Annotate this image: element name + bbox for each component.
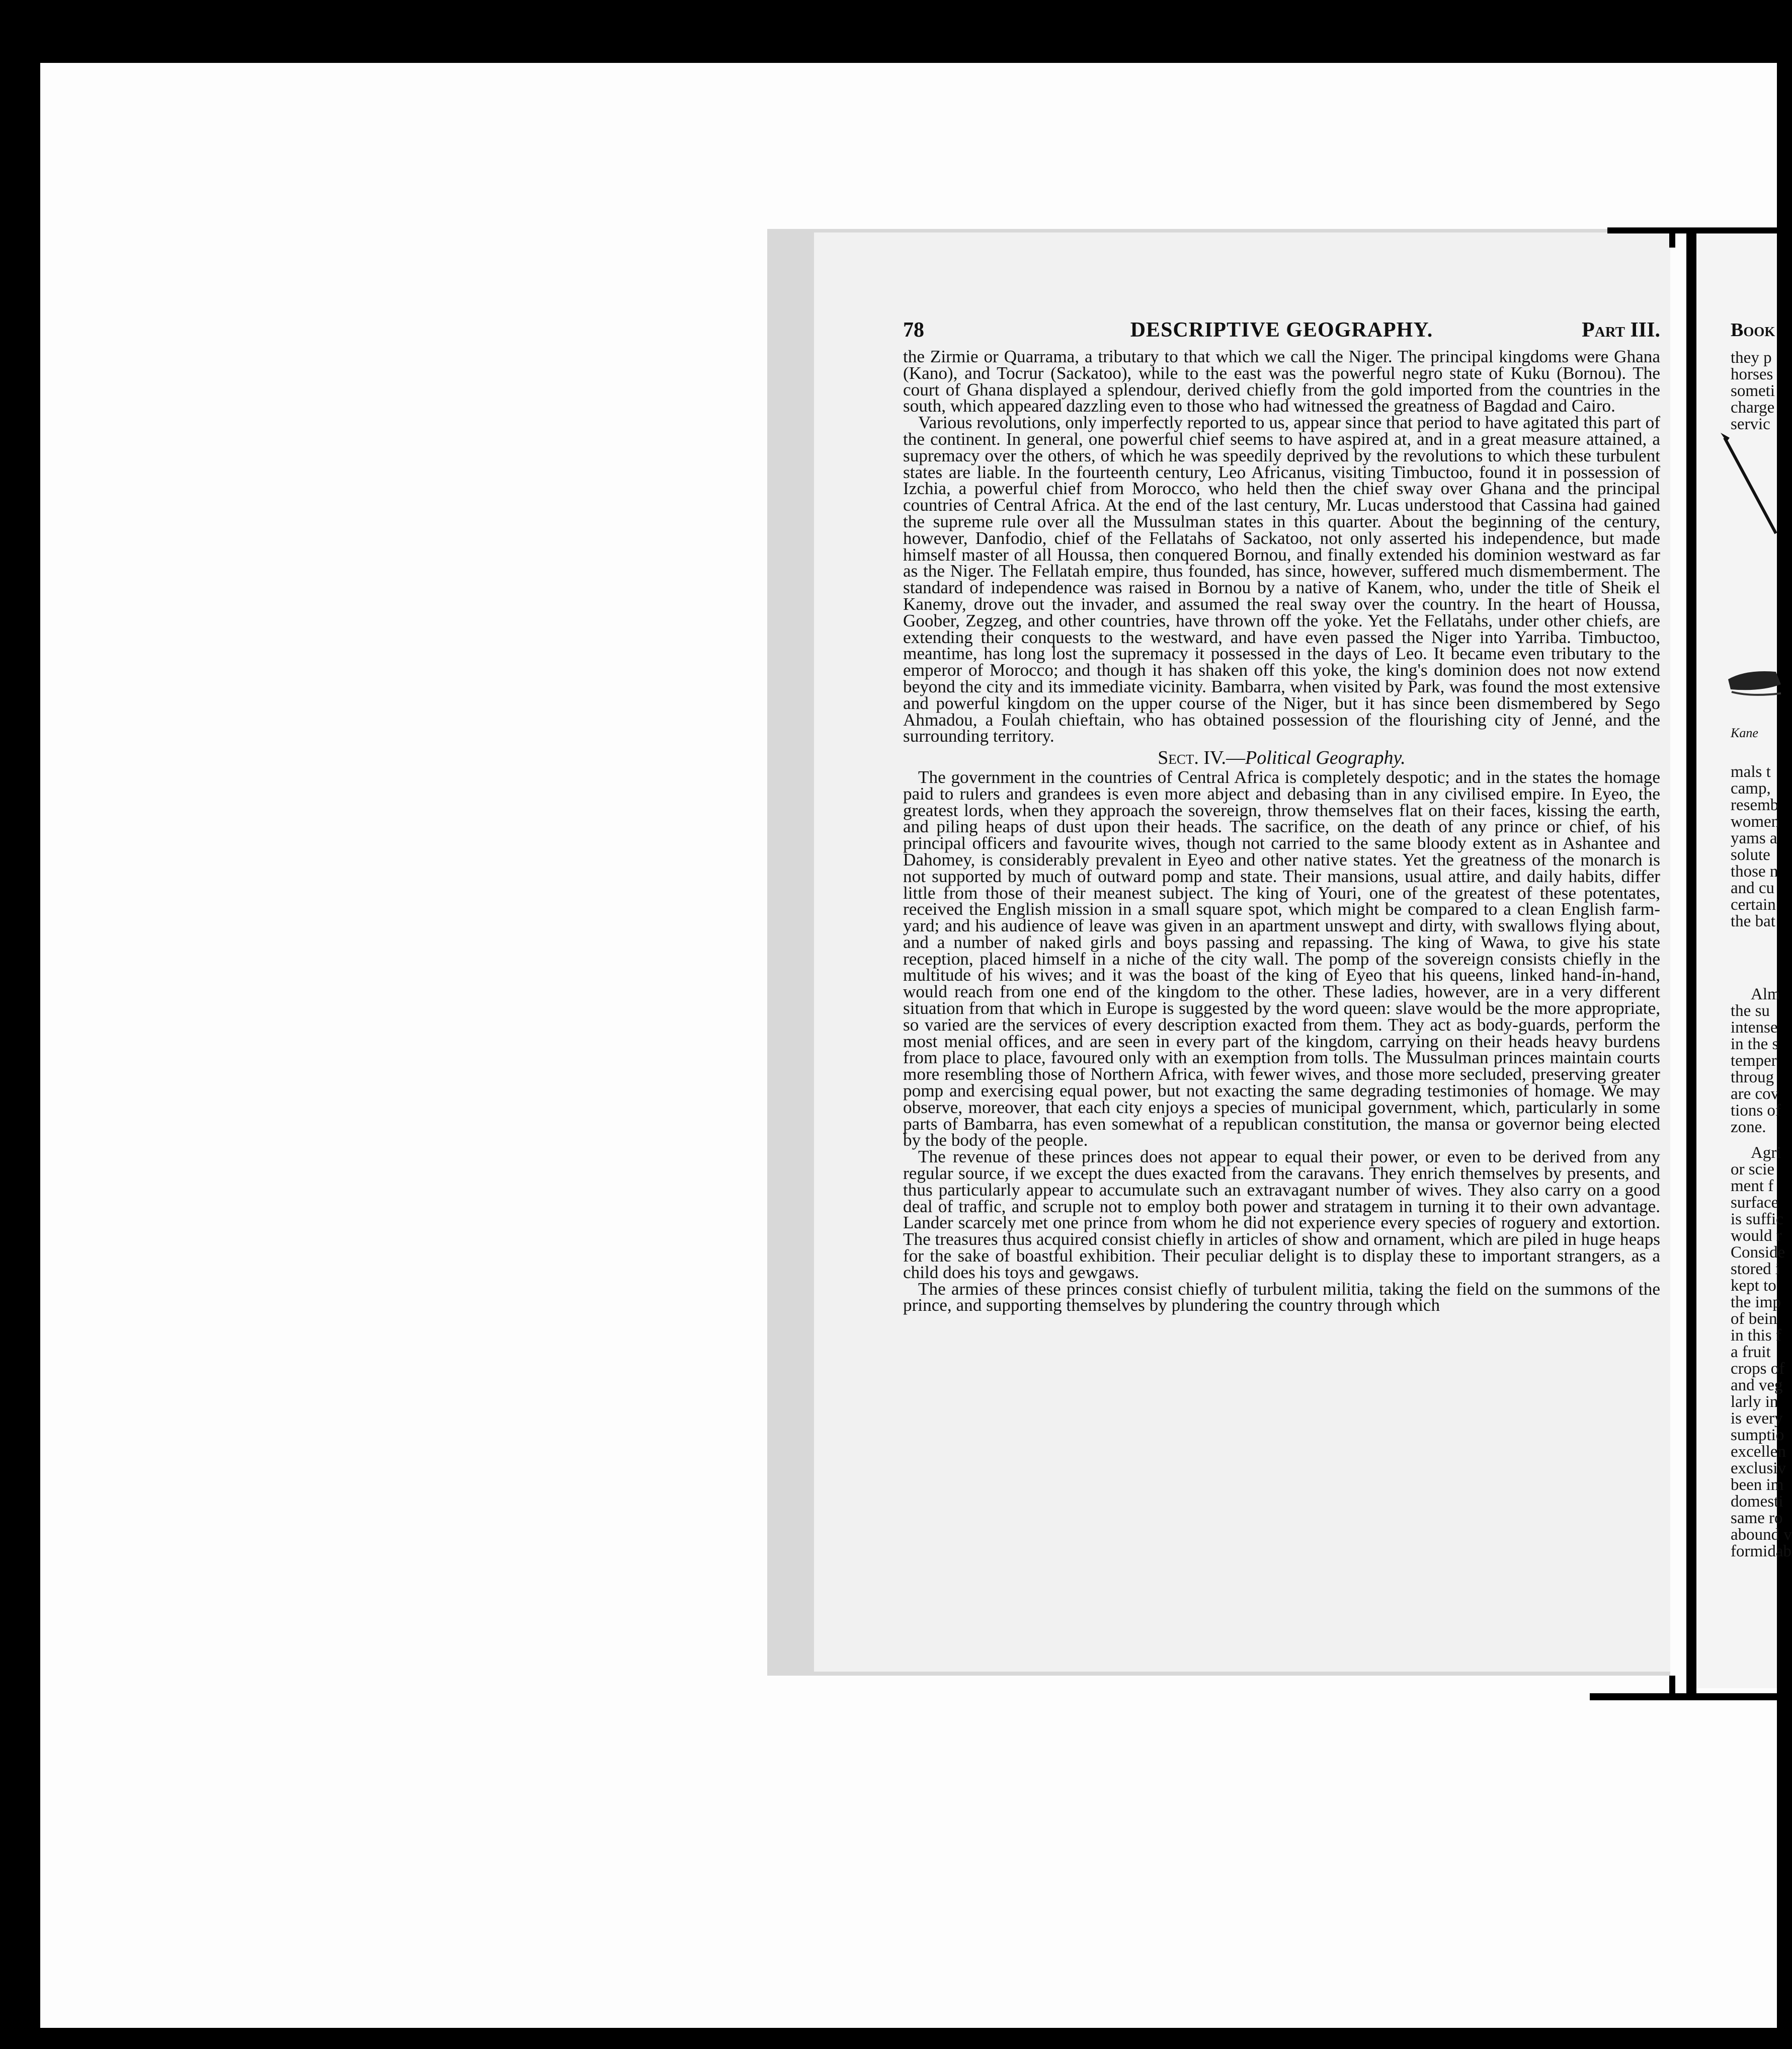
paragraph: The revenue of these princes does not appear to equal their power, or even to be derived from any regular source, if we except the dues exacted from the caravans. They enrich themselves by presents, and thus particularly appear to accumulate such an extravagant number of wives. They also carry on a good deal of traffic, and scruple not to employ both power and stratagem in turning it to their own advantage. Lander scarcely met one prince from whom he did not experience every species of roguery and extortion. The treasures thus acquired consist chiefly in articles of show and ornament, which are piled in huge heaps for the sake of boastful exhibition. Their peculiar delight is to display these to important strangers, as a child does his toys and gewgaws. [903, 1147, 1660, 1282]
right-line: Conside [1731, 1243, 1785, 1262]
right-line: and cu [1731, 879, 1775, 897]
right-line: throug [1731, 1068, 1774, 1086]
right-line: charge [1731, 399, 1775, 417]
right-line: temper [1731, 1052, 1777, 1070]
right-line: abound v [1731, 1526, 1792, 1544]
right-line: zone. [1731, 1118, 1766, 1136]
running-head [903, 319, 1660, 345]
right-line: of bein [1731, 1310, 1777, 1328]
right-line: the bat [1731, 912, 1775, 930]
right-line: tions of [1731, 1101, 1781, 1120]
right-line: is every [1731, 1409, 1783, 1428]
right-line: women [1731, 813, 1780, 831]
section-title: Political Geography. [1245, 747, 1406, 769]
right-line: crops of [1731, 1360, 1785, 1378]
right-line: camp, [1731, 779, 1771, 798]
illustration-caption: Kane [1731, 726, 1758, 740]
section-heading: Sect. IV.—Political Geography. [1158, 747, 1406, 769]
paragraph: The government in the countries of Central Africa is completely despotic; and in the states the homage paid to rulers and grandees is even more abject and debasing than in any civilised empire. In Eyeo, the greatest lords, when they approach the sovereign, throw themselves flat on their faces, kissing the earth, and piling heaps of dust upon their heads. The sacrifice, on the death of any prince or chief, of his principal officers and favourite wives, though not carried to the same bloody extent as in Ashantee and Dahomey, is considerably prevalent in Eyeo and other native states. Yet the greatness of the monarch is not supported by much of outward pomp and state. Their mansions, usual attire, and daily habits, differ little from those of their meanest subject. The king of Youri, one of the greatest of these potentates, received the English mission in a small square spot, which might be compared to a clean English farm-yard; and his audience of leave was given in an apartment unswept and dirty, with swallows flying about, and a number of naked girls and boys passing and repassing. The king of Wawa, to give his state reception, placed himself in a niche of the city wall. The pomp of the sovereign consists chiefly in the multitude of his wives; and it was the boast of the king of Eyeo that his queens, linked hand-in-hand, would reach from one end of the kingdom to the other. These ladies, however, are in a very different situation from that which in Europe is suggested by the word queen: slave would be the more appropriate, so varied are the services of every description exacted from them. They act as body-guards, perform the most menial offices, and are seen in every part of the kingdom, carrying on their heads heavy burdens from place to place, favoured only with an exemption from tolls. The Mussulman princes maintain courts more resembling those of Northern Africa, with fewer wives, and those more secluded, preserving greater pomp and exercising equal power, but not exacting the same degrading testimonies of homage. We may observe, moreover, that each city enjoys a species of municipal government, which, particularly in some parts of Bambarra, has even somewhat of a republican constitution, the mansa or governor being elected by the body of the people. [903, 767, 1660, 1150]
right-line: would r [1731, 1227, 1782, 1245]
right-line: been im [1731, 1476, 1784, 1494]
right-line: solute [1731, 846, 1770, 864]
right-line: the imp [1731, 1293, 1781, 1311]
right-line: in this f [1731, 1326, 1781, 1345]
right-line: larly in [1731, 1393, 1778, 1411]
frame-bar-vertical [1686, 227, 1696, 1699]
right-line: exclusiv [1731, 1459, 1786, 1477]
right-line: the su [1731, 1002, 1770, 1020]
right-line: surface [1731, 1194, 1779, 1212]
right-line: are cov [1731, 1085, 1779, 1103]
right-line: certain [1731, 896, 1776, 914]
illustration-weapon [1700, 415, 1781, 740]
right-line: mals t [1731, 763, 1771, 781]
right-line: formidab [1731, 1542, 1791, 1560]
right-line: a fruit [1731, 1343, 1771, 1361]
right-line: domesti [1731, 1492, 1783, 1511]
paragraph: Various revolutions, only imperfectly reported to us, appear since that period to have agitated this part of the continent. In general, one powerful chief seems to have aspired at, and in a great measure attained, a supremacy over the others, of which he was speedily deprived by the revolutions to which these turbulent states are liable. In the fourteenth century, Leo Africanus, visiting Timbuctoo, found it in possession of Izchia, a powerful chief from Morocco, who held then the chief sway over Ghana and the principal countries of Central Africa. At the end of the last century, Mr. Lucas understood that Cassina had gained the supreme rule over all the Mussulman states in this quarter. About the beginning of the century, however, Danfodio, chief of the Fellatahs of Sackatoo, not only asserted his independence, but made himself master of all Houssa, then conquered Bornou, and finally extended his dominion westward as far as the Niger. The Fellatah empire, thus founded, has since, however, suffered much dismemberment. The standard of independence was raised in Bornou by a native of Kanem, who, under the title of Sheik el Kanemy, drove out the invader, and assumed the real sway over the country. In the heart of Houssa, Goober, Zegzeg, and other countries, have thrown off the yoke. Yet the Fellatahs, under other chiefs, are extending their conquests to the westward, and have even passed the Niger into Yarriba. Timbuctoo, meantime, has long lost the supremacy it possessed in the days of Leo. It became even tributary to the emperor of Morocco; and though it has shaken off this yoke, the king's dominion does not now extend beyond the city and its immediate vicinity. Bambarra, when visited by Park, was found the most extensive and powerful kingdom on the upper course of the Niger, but it has since been dismembered by Sego Ahmadou, a Foulah chieftain, who has obtained possession of the flourishing city of Jenné, and the surrounding territory. [903, 413, 1660, 746]
paragraph: the Zirmie or Quarrama, a tributary to that which we call the Niger. The principal kingdoms were Ghana (Kano), and Tocrur (Sackatoo), while to the east was the powerful negro state of Kuku (Bornou). The court of Ghana displayed a splendour, derived chiefly from the gold imported from the countries in the south, which appeared dazzling even to those who had witnessed the greatness of Bagdad and Cairo. [903, 347, 1660, 416]
right-line: intense [1731, 1018, 1778, 1037]
right-line: and veg [1731, 1376, 1783, 1394]
right-line: ment f [1731, 1177, 1774, 1195]
right-line: in the s [1731, 1035, 1779, 1053]
left-page-text [903, 319, 1660, 1315]
right-line: those n [1731, 862, 1778, 881]
right-line: yams a [1731, 829, 1777, 847]
right-line: they p [1731, 349, 1772, 367]
right-line: same ro [1731, 1509, 1783, 1527]
frame-stub-bottom [1669, 1676, 1675, 1698]
frame-bar-bottom [1590, 1693, 1778, 1700]
part-label: Part III. [1582, 319, 1660, 342]
right-line: or scie [1731, 1160, 1775, 1178]
right-line: resemb [1731, 796, 1779, 814]
right-line: servic [1731, 415, 1770, 433]
right-line: Alm [1751, 985, 1780, 1003]
right-line: is suffic [1731, 1210, 1783, 1228]
right-line: Agri [1751, 1144, 1781, 1162]
right-line: excellen [1731, 1443, 1786, 1461]
running-title: DESCRIPTIVE GEOGRAPHY. [1130, 319, 1433, 342]
frame-stub-top [1669, 227, 1675, 248]
right-line: horses [1731, 365, 1773, 383]
right-line: sumptio [1731, 1426, 1784, 1444]
right-line: stored i [1731, 1260, 1780, 1278]
page-number: 78 [903, 319, 924, 342]
right-running-head: Book [1731, 320, 1775, 341]
section-number: Sect. IV. [1158, 747, 1227, 769]
right-line: someti [1731, 382, 1775, 400]
right-line: kept to [1731, 1277, 1776, 1295]
paragraph: The armies of these princes consist chiefly of turbulent militia, taking the field on the summons of the prince, and supporting themselves by plundering the country through which [903, 1279, 1660, 1315]
